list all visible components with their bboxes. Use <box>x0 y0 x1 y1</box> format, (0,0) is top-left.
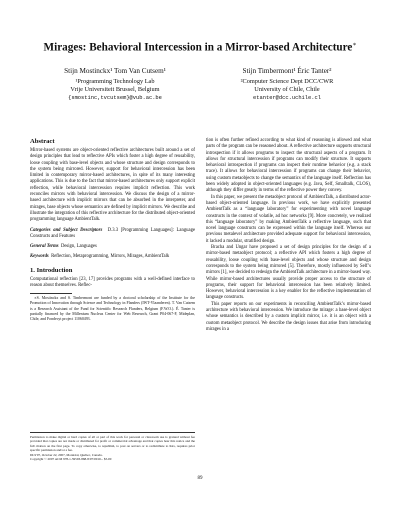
abstract-heading: Abstract <box>30 138 55 145</box>
categories-label: Categories and Subject Descriptors <box>30 227 103 233</box>
author-block-left <box>40 67 190 102</box>
email-right: etanter@dcc.uchile.cl <box>253 95 321 101</box>
right-paragraph-1: tion is often further refined according to what kind of reasoning is allowed and what parts of the program can be reasoned about. A reflective architecture supports structural introspection if it allows programs to inspect the structural aspects of a program. It allows for structural intercession if programs can modify their structure. It supports behavioral introspection if programs can inspect their runtime behavior (e.g. a stack trace). It allows for behavioral intercession if programs can change their behavior, using custom metaobjects to change the semantics of the language itself. Reflection has been widely adopted in object-oriented languages (e.g. Java, Self, Smalltalk, CLOS), although they differ greatly in terms of the reflective power they convey. <box>206 138 371 194</box>
permission-text: Permission to make digital or hard copies of all or part of this work for personal or classroom use is granted without fee provided that copies are not made or distributed for profit or commercial advantage and that copies bear this notice and the full citation on the first page. To copy otherwise, to republish, to post on servers or to redistribute to lists, requires prior specific permission and/or a fee. <box>30 435 195 453</box>
introduction-text: Computational reflection [23, 17] provides programs with a well-defined interface to reason about themselves. Reflec- <box>30 276 195 289</box>
right-paragraph-2: In this paper, we present the metaobject protocol of AmbientTalk, a distributed actor-based object-oriented language. In previous work, we have explicitly presented AmbientTalk as a “language laboratory” for experimenting with novel language constructs in the context of volatile, ad hoc networks [9]. More concretely, we realized this “language laboratory” by making AmbientTalk a reflective language, such that novel language constructs can be expressed within the language itself. Whereas our previous metalevel architecture provided adequate support for behavioral intercession, it lacked a modular, stratified design. <box>206 194 371 244</box>
funding-footnote-text: ∗S. Mostinckx and S. Timbermont are funded by a doctoral scholarship of the Institute for the Promotion of Innovation through Science and Technology in Flanders (IWT-Vlaanderen). T. Van Cutsem is a Research Assistant of the Fund for Scientific Research Flanders, Belgium (F.W.O.). É. Tanter is partially financed by the Millenium Nucleus Center for Web Research, Grant P04-067-F, Mideplan, Chile, and Fondecyt project 11060493. <box>30 296 195 321</box>
abstract-text: Mirror-based systems are object-oriented reflective architectures built around a set of design principles that lead to reflective APIs which foster a high degree of reusability, loose coupling with base-level objects and whose structure and design corresponds to the system being mirrored. However, support for behavioral intercession has been limited in contemporary mirror-based architectures, in spite of its many interesting applications. This is due to the fact that mirror-based architectures only support explicit reflection, while behavioral intercession requires implicit reflection. This work reconciles mirrors with behavioral intercession. We discuss the design of a mirror-based architecture with implicit mirrors that can be absorbed in the interpreter, and mirages, base objects whose semantics are defined by implicit mirrors. We describe and illustrate the integration of this reflective architecture for the distributed object-oriented programming language AmbientTalk. <box>30 148 195 223</box>
categories-text: D.3.3 [Programming Languages]: Language Constructs and Features <box>30 227 196 239</box>
left-column <box>30 138 195 322</box>
email-left: {smostinc,tvcutsem}@vub.ac.be <box>68 95 162 101</box>
categories-line <box>30 228 195 241</box>
affiliation-left-2: Vrije Universiteit Brussel, Belgium <box>70 86 160 93</box>
permission-block <box>30 432 195 461</box>
footnote-rule <box>30 293 72 294</box>
paper-title-text: Mirages: Behavioral Intercession in a Mirror-based Architecture <box>43 41 353 54</box>
introduction-heading: 1. Introduction <box>30 266 73 274</box>
affiliation-right-2: University of Chile, Chile <box>254 86 320 93</box>
keywords-label: Keywords <box>30 254 49 260</box>
author-names-right: Stijn Timbermont¹ Éric Tanter² <box>242 67 332 75</box>
page-number: 89 <box>197 476 203 481</box>
general-terms-text: Design, Languages <box>60 244 97 250</box>
keywords-text: Reflection, Metaprogramming, Mirrors, Mirages, AmbientTalk <box>51 254 170 260</box>
paper-title <box>0 38 400 55</box>
affiliation-left-1: ¹Programming Technology Lab <box>75 78 155 85</box>
title-footnote-mark: ∗ <box>352 42 357 48</box>
right-paragraph-3: Bracha and Ungar have proposed a set of design principles for the design of a mirror-based metaobject protocol; a reflective API which fosters a high degree of reusability, loose coupling with base-level objects and whose structure and design corresponds to the system being mirrored [5]. Therefore, mostly influenced by Self’s mirrors [1], we decided to redesign the AmbientTalk architecture in a mirror-based way. While mirror-based architectures usually provide proper access to the structure of programs, their support for behavioral intercession has been relatively limited. However, behavioral intercession is a key enabler for the reflective implementation of language constructs. <box>206 245 371 301</box>
permission-rule <box>30 432 195 433</box>
general-terms-line <box>30 244 195 250</box>
copyright-line: Copyright © 2007 ACM 978-1-59593-868-8/07/0010... $5.00 <box>30 457 112 462</box>
keywords-line <box>30 254 195 260</box>
right-column <box>206 138 371 333</box>
author-block-right <box>212 67 362 102</box>
venue-line: DLS'07, October 22, 2007, Montréal, Québec, Canada. <box>30 452 103 457</box>
funding-footnote <box>30 296 195 321</box>
right-paragraph-4: This paper reports on our experiments in reconciling AmbientTalk’s mirror-based architecture with behavioral intercession. We introduce the mirage: a base-level object whose semantics is described by a custom implicit mirror, i.e. it is an object with a custom metaobject protocol. We describe the design issues that arise from introducing mirages in a <box>206 301 371 332</box>
general-terms-label: General Terms <box>30 244 59 250</box>
author-names-left: Stijn Mostinckx¹ Tom Van Cutsem¹ <box>64 67 166 75</box>
affiliation-right-1: ²Computer Science Dept DCC/CWR <box>240 78 334 85</box>
